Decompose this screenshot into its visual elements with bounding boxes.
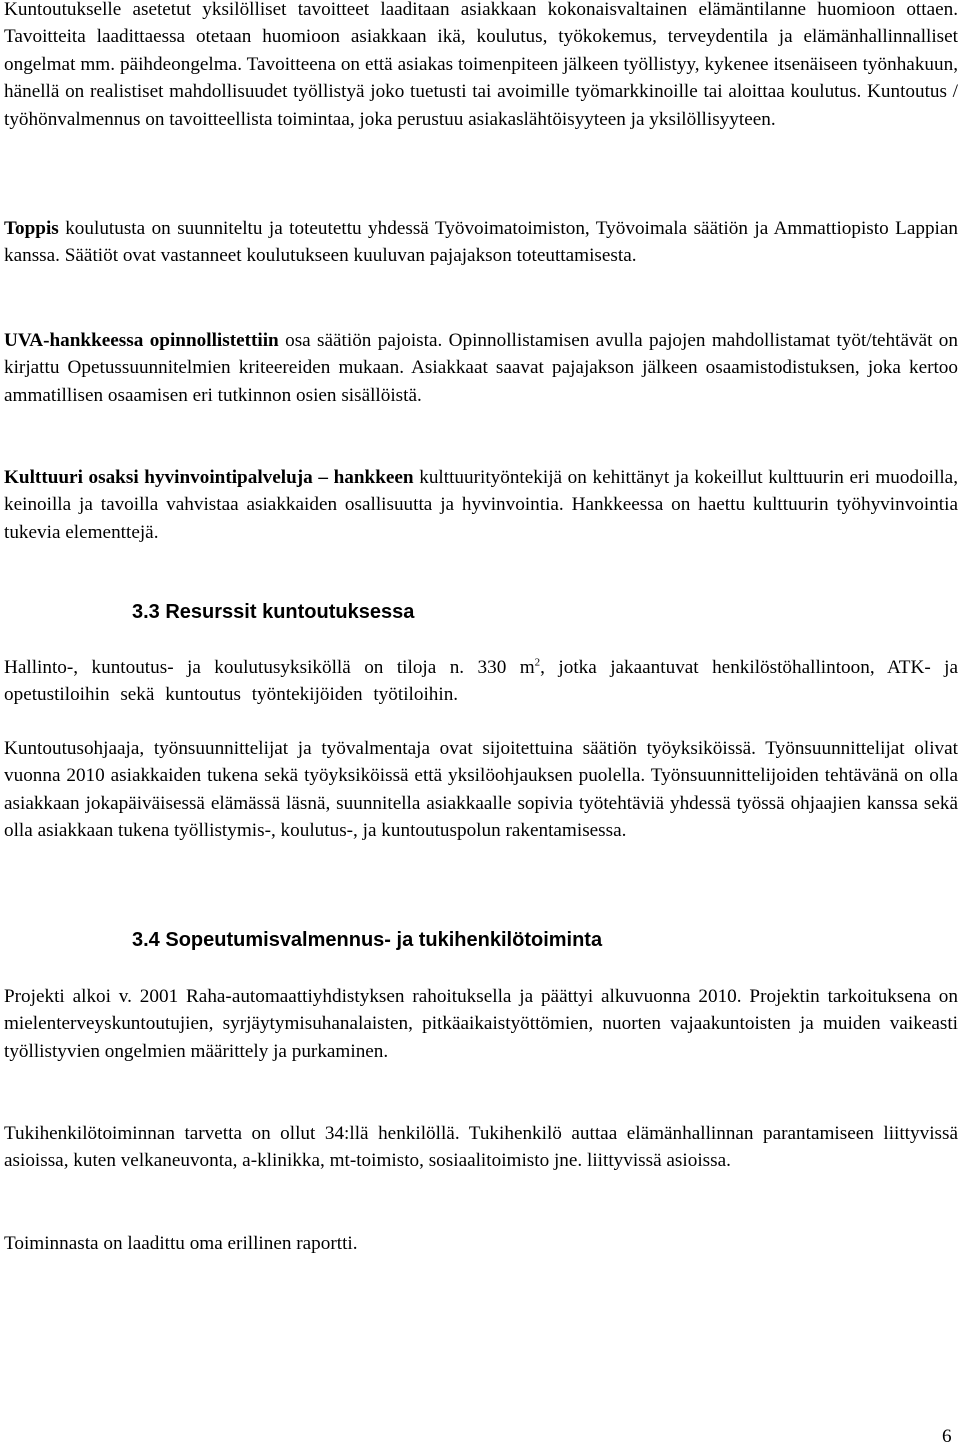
page-number: 6: [942, 1426, 952, 1447]
section-3-4-paragraph-2: Tukihenkilötoiminnan tarvetta on ollut 34:llä henkilöllä. Tukihenkilö auttaa elämänhallinnan parantamiseen liittyvissä asioissa, kuten velkaneuvonta, a-klinikka, mt-toimisto, sosiaalitoimisto jne. liittyvissä asioissa.: [4, 1123, 958, 1172]
section-3-3-paragraph-2: Kuntoutusohjaaja, työnsuunnittelijat ja työvalmentaja ovat sijoitettuina säätiön työyksiköissä. Työnsuunnittelijat olivat vuonna 2010 asiakkaiden tukena sekä työyksiköissä että yksilöohjauksen puolella. Työnsuunnittelijoiden tehtävänä on olla asiakkaan jokapäiväisessä elämässä läsnä, suunnitella asiakkaalle sopivia työtehtäviä yhdessä työssä ohjaajien kanssa sekä olla asiakkaan tukena työllistymis-, koulutus-, ja kuntoutuspolun rakentamisessa.: [4, 738, 958, 842]
kulttuuri-bold-term: Kulttuuri osaksi hyvinvointipalveluja – hankkeen: [4, 467, 414, 488]
section-3-4-paragraph-3: Toiminnasta on laadittu oma erillinen raportti.: [4, 1233, 358, 1254]
facilities-text: Hallinto-, kuntoutus- ja koulutusyksiköllä on tiloja n. 330 m: [4, 657, 535, 678]
toppis-paragraph: [4, 215, 958, 270]
uva-text: osa säätiön pajoista. Opinnollistamisen avulla pajojen mahdollistamat työt/tehtävät on kirjattu Opetussuunnitelmien kriteereiden mukaan. Asiakkaat saavat pajajakson jälkeen osaamistodistuksen, joka kertoo ammatillisen osaamisen eri tutkinnon osien sisällöistä.: [4, 330, 958, 406]
section-3-3-paragraph-1: [4, 654, 958, 709]
section-3-3-heading-wrap: [132, 598, 414, 626]
section-3-4-heading: 3.4 Sopeutumisvalmennus- ja tukihenkilötoiminta: [132, 929, 603, 951]
uva-bold-term: UVA-hankkeessa opinnollistettiin: [4, 330, 279, 351]
section-3-4-paragraph-1: Projekti alkoi v. 2001 Raha-automaattiyhdistyksen rahoituksella ja päättyi alkuvuonna 2010. Projektin tarkoituksena on mielenterveyskuntoutujien, syrjäytymisuhanalaisten, pitkäaikaistyöttömien, nuorten vajaakuntoisten ja muiden vaikeasti työllistyvien ongelmien määrittely ja purkaminen.: [4, 986, 958, 1062]
toppis-text: koulutusta on suunniteltu ja toteutettu yhdessä Työvoimatoimiston, Työvoimala säätiön ja Ammattiopisto Lappian kanssa. Säätiöt ovat vastanneet koulutukseen kuuluvan pajajakson toteuttamisesta.: [4, 218, 958, 267]
toppis-bold-term: Toppis: [4, 218, 59, 239]
square-superscript: 2: [534, 656, 541, 669]
kulttuuri-paragraph: [4, 464, 958, 546]
uva-paragraph: [4, 327, 958, 409]
intro-paragraph: Kuntoutukselle asetetut yksilölliset tavoitteet laaditaan asiakkaan kokonaisvaltainen elämäntilanne huomioon ottaen. Tavoitteita laadittaessa otetaan huomioon asiakkaan ikä, koulutus, työkokemus, terveydentila ja elämänhallinnalliset ongelmat mm. päihdeongelma. Tavoitteena on että asiakas toimenpiteen jälkeen työllistyy, kykenee itsenäiseen työnhakuun, hänellä on realistiset mahdollisuudet työllistyä joko tuetusti tai avoimille työmarkkinoille tai aloittaa koulutus. Kuntoutus / työhönvalmennus on tavoitteellista toimintaa, joka perustuu asiakaslähtöisyyteen ja yksilöllisyyteen.: [4, 0, 958, 130]
kulttuuri-text: kulttuurityöntekijä on kehittänyt ja kokeillut kulttuurin eri muodoilla, keinoilla ja tavoilla vahvistaa asiakkaiden osallisuutta ja hyvinvointia. Hankkeessa on haettu kulttuurin työhyvinvointia tukevia elementtejä.: [4, 467, 958, 543]
facilities-text-end: , jotka jakaantuvat henkilöstöhallintoon, ATK- ja opetustiloihin sekä kuntoutus työntekijöiden työtiloihin.: [4, 657, 958, 706]
section-3-4-heading-wrap: [132, 926, 602, 954]
section-3-3-heading: 3.3 Resurssit kuntoutuksessa: [132, 601, 415, 623]
